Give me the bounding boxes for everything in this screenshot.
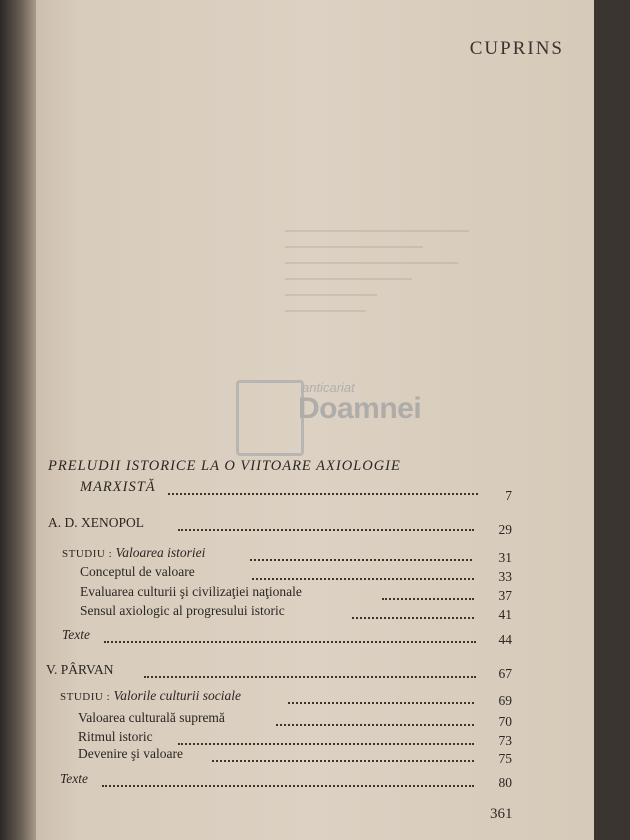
- toc-entry-preludii-line2: MARXISTĂ: [80, 479, 156, 495]
- toc-page-number: 31: [498, 550, 512, 565]
- toc-entry-conceptul: Conceptul de valoare: [80, 564, 195, 579]
- toc-entry-preludii-line1: PRELUDII ISTORICE LA O VIITOARE AXIOLOGIE: [48, 458, 401, 474]
- dot-leader: [252, 577, 474, 580]
- toc-entry-sensul: Sensul axiologic al progresului istoric: [80, 603, 285, 618]
- toc-page-number: 75: [498, 751, 512, 766]
- toc-page-number: 70: [498, 714, 512, 729]
- toc-page-number: 29: [498, 522, 512, 537]
- toc-entry-ritmul: Ritmul istoric: [78, 729, 153, 744]
- toc-page-number: 37: [498, 588, 512, 603]
- dot-leader: [178, 742, 474, 745]
- toc-entry-texte-xenopol: Texte: [62, 627, 90, 642]
- toc-entry-texte-parvan: Texte: [60, 771, 88, 786]
- toc-page-number: 41: [498, 607, 512, 622]
- toc-page-number: 67: [498, 666, 512, 681]
- toc-entry-evaluarea: Evaluarea culturii şi civilizaţiei naţionale: [80, 584, 302, 599]
- dot-leader: [288, 701, 474, 704]
- toc-entry-studiu-xenopol: STUDIU : Valoarea istoriei: [62, 545, 206, 560]
- dot-leader: [104, 640, 476, 643]
- watermark-logo: anticariat Doamnei: [232, 376, 422, 456]
- dot-leader: [178, 528, 474, 531]
- toc-page-number: 69: [498, 693, 512, 708]
- page-title: CUPRINS: [469, 38, 564, 59]
- dot-leader: [382, 597, 474, 600]
- toc-entry-valoarea-culturala: Valoarea culturală supremă: [78, 710, 225, 725]
- dot-leader: [352, 616, 474, 619]
- page-number: 361: [490, 806, 513, 822]
- toc-page-number: 33: [498, 569, 512, 584]
- dot-leader: [276, 723, 474, 726]
- dot-leader: [144, 675, 476, 678]
- toc-page-number: 80: [498, 775, 512, 790]
- toc-page-number: 7: [505, 488, 512, 503]
- toc-page-number: 73: [498, 733, 512, 748]
- toc-entry-parvan: V. PÂRVAN: [46, 662, 114, 677]
- dot-leader: [250, 558, 472, 561]
- dot-leader: [212, 759, 474, 762]
- toc-page-number: 44: [498, 632, 512, 647]
- toc-entry-devenire: Devenire şi valoare: [78, 746, 183, 761]
- dot-leader: [168, 492, 478, 495]
- toc-entry-studiu-parvan: STUDIU : Valorile culturii sociale: [60, 688, 242, 703]
- dot-leader: [102, 784, 474, 787]
- toc-entry-xenopol: A. D. XENOPOL: [48, 515, 144, 530]
